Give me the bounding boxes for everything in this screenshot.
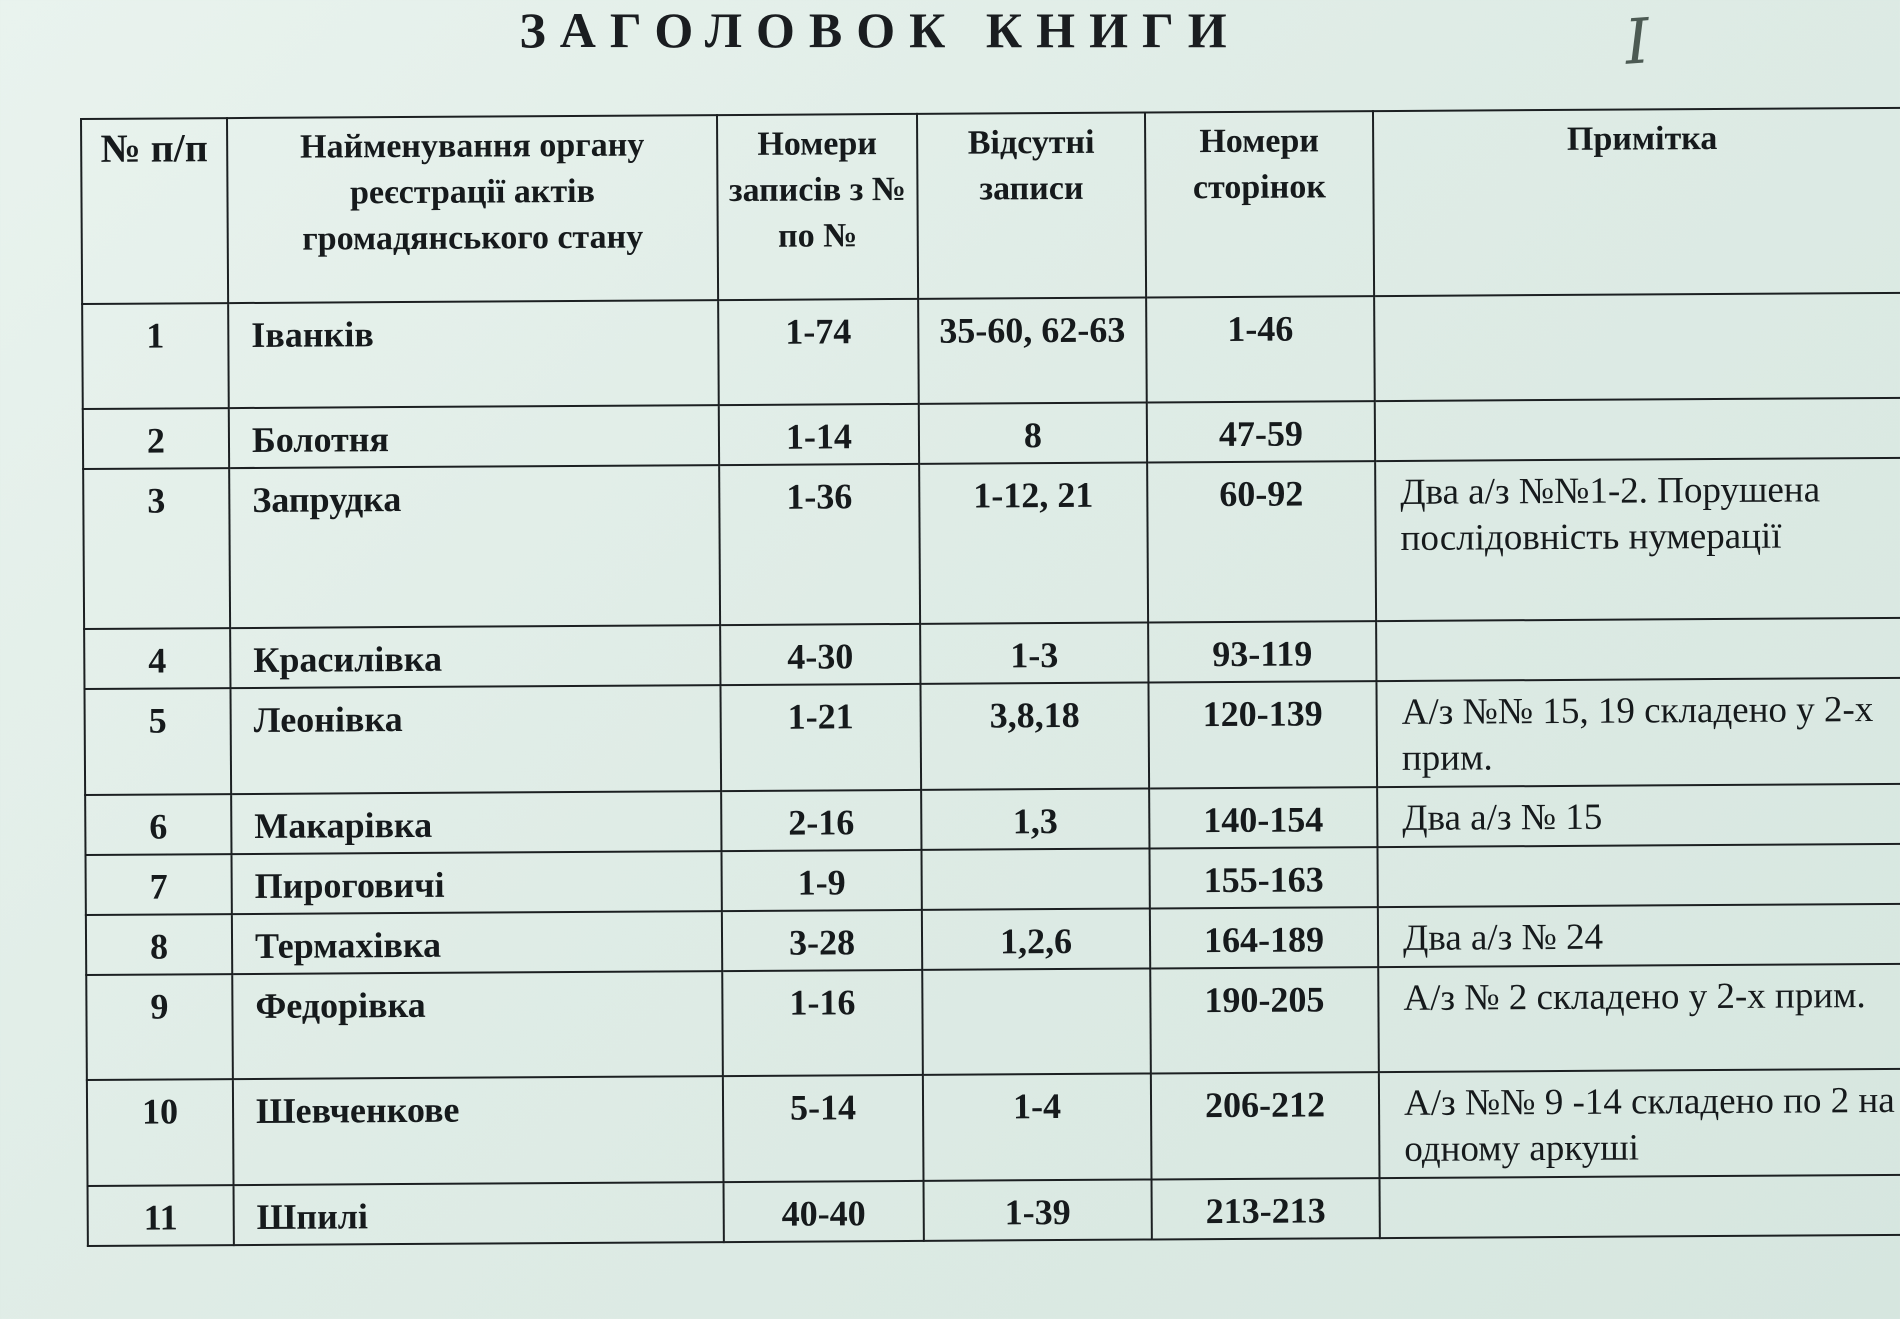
row-missing-records: 3,8,18 — [920, 682, 1149, 789]
row-number: 9 — [86, 974, 233, 1080]
row-registry-office: Термахівка — [232, 911, 722, 974]
row-registry-office: Федорівка — [232, 971, 723, 1079]
header-note: Примітка — [1373, 108, 1900, 296]
table-row — [88, 1175, 1900, 1246]
row-page-numbers: 93-119 — [1148, 621, 1376, 682]
row-note: А/з №№ 15, 19 складено у 2-х прим. — [1376, 678, 1900, 787]
table-row — [84, 678, 1900, 795]
table-row — [87, 1069, 1900, 1186]
row-note: Два а/з № 24 — [1378, 904, 1900, 967]
row-record-range: 1-21 — [720, 684, 921, 791]
row-registry-office: Леонівка — [230, 685, 721, 794]
table-header-row — [81, 108, 1900, 304]
row-page-numbers: 155-163 — [1149, 847, 1377, 908]
row-missing-records — [921, 848, 1149, 909]
table-row — [83, 458, 1900, 629]
row-number: 4 — [84, 628, 230, 689]
page-title — [0, 0, 1900, 60]
row-note — [1374, 293, 1900, 401]
row-record-range: 3-28 — [722, 910, 922, 971]
row-note: А/з № 2 складено у 2-х прим. — [1378, 964, 1900, 1072]
table-row — [82, 293, 1900, 409]
table-row — [86, 964, 1900, 1080]
row-page-numbers: 206-212 — [1151, 1072, 1380, 1179]
register-table-wrapper — [80, 107, 1900, 1247]
header-missing-records: Відсутні записи — [917, 112, 1146, 298]
row-number: 11 — [88, 1185, 234, 1246]
row-note: А/з №№ 9 -14 складено по 2 на одному аркуші — [1379, 1069, 1900, 1178]
table-row — [85, 784, 1900, 855]
row-page-numbers: 120-139 — [1148, 681, 1377, 788]
header-page-numbers: Номери сторінок — [1145, 111, 1374, 297]
row-registry-office: Болотня — [229, 405, 719, 468]
row-record-range: 5-14 — [723, 1075, 924, 1182]
header-registry-office: Найменування органу реєстрації актів громадянського стану — [227, 115, 718, 303]
row-page-numbers: 140-154 — [1149, 787, 1377, 848]
row-missing-records: 1-4 — [923, 1073, 1152, 1180]
row-page-numbers: 1-46 — [1146, 296, 1375, 402]
row-registry-office: Запрудка — [229, 465, 720, 628]
row-record-range: 1-36 — [719, 464, 920, 625]
row-registry-office: Шевченкове — [233, 1076, 724, 1185]
table-row — [83, 398, 1900, 469]
row-number: 3 — [83, 468, 230, 629]
row-note — [1375, 398, 1900, 461]
row-note — [1377, 844, 1900, 907]
row-page-numbers: 164-189 — [1150, 907, 1378, 968]
row-number: 1 — [82, 303, 229, 409]
row-number: 7 — [86, 854, 232, 915]
row-missing-records: 1-3 — [920, 622, 1148, 683]
table-row — [86, 904, 1900, 975]
table-row — [84, 618, 1900, 689]
handwritten-page-number: I — [1622, 4, 1653, 79]
row-page-numbers: 60-92 — [1147, 461, 1376, 622]
row-record-range: 1-16 — [722, 970, 923, 1076]
row-missing-records: 1,3 — [921, 788, 1149, 849]
row-page-numbers: 190-205 — [1150, 967, 1379, 1073]
register-table — [80, 107, 1900, 1247]
table-row — [86, 844, 1900, 915]
row-record-range: 40-40 — [724, 1181, 924, 1242]
row-missing-records — [922, 968, 1151, 1074]
row-missing-records: 35-60, 62-63 — [918, 297, 1147, 403]
row-registry-office: Красилівка — [230, 625, 720, 688]
row-number: 6 — [85, 794, 231, 855]
row-registry-office: Макарівка — [231, 791, 721, 854]
row-record-range: 1-14 — [719, 404, 919, 465]
row-missing-records: 1-12, 21 — [919, 462, 1148, 623]
row-registry-office: Пироговичі — [231, 851, 721, 914]
row-registry-office: Шпилі — [234, 1182, 724, 1245]
row-record-range: 1-9 — [721, 850, 921, 911]
row-registry-office: Іванків — [228, 300, 719, 408]
row-page-numbers: 213-213 — [1152, 1178, 1380, 1239]
row-record-range: 1-74 — [718, 299, 919, 405]
row-note — [1379, 1175, 1900, 1238]
row-note: Два а/з №№1-2. Порушена послідовність нумерації — [1375, 458, 1900, 621]
row-number: 5 — [84, 688, 231, 795]
row-number: 8 — [86, 914, 232, 975]
row-page-numbers: 47-59 — [1147, 401, 1375, 462]
page-title-text: ЗАГОЛОВОК КНИГИ — [519, 2, 1241, 58]
row-number: 2 — [83, 408, 229, 469]
header-record-range: Номери записів з № по № — [717, 114, 918, 300]
row-number: 10 — [87, 1079, 234, 1186]
row-missing-records: 1-39 — [924, 1179, 1152, 1240]
row-record-range: 4-30 — [720, 624, 920, 685]
row-note — [1376, 618, 1900, 681]
row-missing-records: 8 — [919, 402, 1147, 463]
row-missing-records: 1,2,6 — [922, 908, 1150, 969]
row-note: Два а/з № 15 — [1377, 784, 1900, 847]
header-number: № п/п — [81, 118, 228, 304]
row-record-range: 2-16 — [721, 790, 921, 851]
